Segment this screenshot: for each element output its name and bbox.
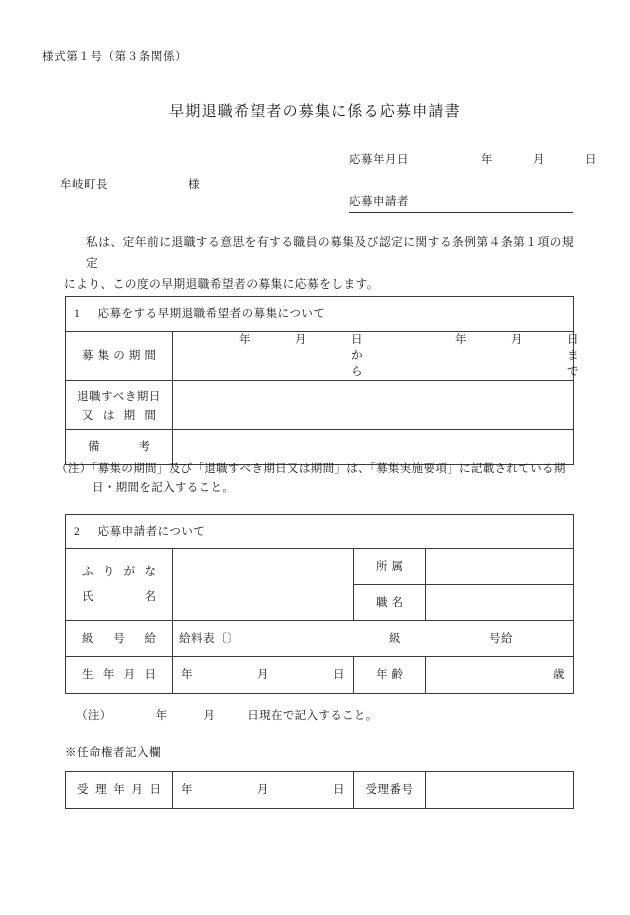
label-char: が xyxy=(123,566,136,578)
name-value-cell[interactable] xyxy=(173,549,354,621)
birthdate-value xyxy=(173,667,353,683)
addressee-line xyxy=(60,176,200,192)
table-row xyxy=(66,297,574,332)
period-end-year: 年 xyxy=(455,334,467,346)
label-char: 間 xyxy=(144,410,156,422)
table-row xyxy=(66,549,574,585)
label-char: は xyxy=(102,410,115,422)
section2-note-month: 月 xyxy=(203,710,216,722)
section2-heading-number: 2 xyxy=(74,525,81,538)
section1-heading-cell xyxy=(66,297,574,332)
table-row xyxy=(66,381,574,430)
affiliation-label xyxy=(354,559,425,575)
label-char: 職 xyxy=(376,596,388,609)
label-char: 期 xyxy=(128,350,141,362)
section2-heading-cell xyxy=(66,515,574,549)
label-char: 日 xyxy=(149,784,161,796)
table-row xyxy=(66,772,574,809)
recruit-period-value-cell[interactable] xyxy=(173,332,579,381)
position-value-cell[interactable] xyxy=(426,585,574,621)
section1-note-line1: （注）「募集の期間」及び「退職すべき期日又は期間」は、「募集実施要項」に記載されている期 xyxy=(56,463,566,475)
appointer-section-heading: ※任命権者記入欄 xyxy=(65,747,161,759)
label-char: 募 xyxy=(82,350,94,362)
page-title: 早期退職希望者の募集に係る応募申請書 xyxy=(169,104,461,120)
label-char: 間 xyxy=(144,350,156,362)
affiliation-value-cell[interactable] xyxy=(426,549,574,585)
receipt-date-label-cell xyxy=(66,772,173,809)
label-char: 級 xyxy=(82,632,94,645)
section2-note-suffix: 日現在で記入すること。 xyxy=(247,710,378,722)
label-char: な xyxy=(144,566,156,578)
grade-unit: 級 xyxy=(389,632,401,645)
retirement-date-value-cell[interactable] xyxy=(173,381,574,430)
label-char: 理 xyxy=(95,784,107,796)
table-row xyxy=(66,621,574,657)
label-char: の xyxy=(113,350,125,362)
section2-note-prefix: （注） xyxy=(76,710,112,722)
section2-note-year: 年 xyxy=(155,710,168,722)
application-date-label: 応募年月日 xyxy=(349,154,409,166)
label-char: 名 xyxy=(391,596,403,609)
recruit-period-label xyxy=(66,348,172,364)
grade-label-cell xyxy=(66,621,173,657)
application-date-month: 月 xyxy=(533,154,545,166)
table-row xyxy=(66,332,574,381)
applicant-signature-field[interactable]: 応募申請者 xyxy=(349,193,573,213)
form-number: 様式第１号（第３条関係） xyxy=(42,51,188,63)
period-start-day: 日から xyxy=(351,334,363,378)
section2-heading-text: 応募申請者について xyxy=(97,525,206,538)
label-char: 備 xyxy=(88,441,100,453)
section2-table xyxy=(65,514,574,694)
name-label xyxy=(66,589,172,605)
position-label-cell xyxy=(354,585,426,621)
body-paragraph xyxy=(64,232,574,295)
age-value-cell[interactable]: 歳 xyxy=(426,657,574,694)
label-char: 年 xyxy=(113,784,125,796)
label-char: 受 xyxy=(77,784,89,796)
label-char: 集 xyxy=(97,350,110,362)
recruit-period-value xyxy=(173,332,579,380)
label-char: 号 xyxy=(113,632,125,645)
birthdate-label-cell xyxy=(66,657,173,694)
receipt-date-label xyxy=(66,782,172,798)
label-char: 年 xyxy=(102,669,115,681)
furigana-label xyxy=(66,564,172,580)
receipt-number-value-cell[interactable] xyxy=(426,772,574,809)
addressee-honorific: 様 xyxy=(188,179,200,191)
body-line-1: 私は、定年前に退職する意思を有する職員の募集及び認定に関する条例第４条第１項の規定 xyxy=(86,235,574,270)
remarks-label xyxy=(66,439,172,455)
retirement-date-label-line1: 退職すべき期日 xyxy=(77,391,161,403)
section1-heading-text: 応募をする早期退職希望者の募集について xyxy=(97,308,326,320)
section3-table xyxy=(65,771,574,809)
label-char: 給 xyxy=(144,632,156,645)
section2-note xyxy=(76,707,378,726)
application-date-day: 日 xyxy=(585,154,597,166)
recruit-period-label-cell xyxy=(66,332,173,381)
salary-table-label: 給料表〔 xyxy=(179,632,227,645)
receipt-number-label-cell: 受理番号 xyxy=(354,772,426,809)
table-row xyxy=(66,515,574,549)
period-start-year: 年 xyxy=(239,334,251,346)
label-char: 属 xyxy=(391,560,403,573)
grade-value xyxy=(173,631,573,647)
retirement-date-label-cell xyxy=(66,381,173,430)
receipt-day: 日 xyxy=(333,784,345,796)
grade-number-unit: 号給 xyxy=(489,632,513,645)
section1-table xyxy=(65,296,579,465)
label-char: 氏 xyxy=(82,591,94,603)
section1-note-line2: 日・期間を記入すること。 xyxy=(92,482,235,494)
birth-month: 月 xyxy=(257,669,269,681)
grade-label xyxy=(66,631,172,647)
label-char: 齢 xyxy=(391,669,403,681)
receipt-date-value-cell[interactable] xyxy=(173,772,354,809)
age-label-cell xyxy=(354,657,426,694)
period-start-month: 月 xyxy=(295,334,307,346)
name-label-cell xyxy=(66,549,173,621)
section1-note xyxy=(56,460,576,498)
salary-table-bracket-close: 〕 xyxy=(227,632,239,645)
label-char: 月 xyxy=(123,669,136,681)
birth-day: 日 xyxy=(333,669,345,681)
birthdate-value-cell[interactable] xyxy=(173,657,354,694)
label-char: 又 xyxy=(82,410,94,422)
label-char: 考 xyxy=(138,441,150,453)
period-end-month: 月 xyxy=(511,334,523,346)
label-char: 年 xyxy=(376,669,388,681)
label-char: 期 xyxy=(123,410,136,422)
label-char: 月 xyxy=(131,784,143,796)
label-char: 名 xyxy=(144,591,156,603)
receipt-year: 年 xyxy=(181,784,193,796)
body-line-2: により、この度の早期退職希望者の募集に応募をします。 xyxy=(64,277,379,291)
receipt-date-value xyxy=(173,782,353,798)
addressee-name: 牟岐町長 xyxy=(60,179,108,191)
grade-value-cell[interactable] xyxy=(173,621,574,657)
birthdate-label xyxy=(66,667,172,683)
application-date-year: 年 xyxy=(481,154,493,166)
position-label xyxy=(354,595,425,611)
label-char: ふ xyxy=(82,566,94,578)
label-char: り xyxy=(102,566,115,578)
label-char: 生 xyxy=(82,669,94,681)
affiliation-label-cell xyxy=(354,549,426,585)
retirement-date-label-line2 xyxy=(66,408,172,424)
birth-year: 年 xyxy=(181,669,193,681)
receipt-month: 月 xyxy=(257,784,269,796)
application-date-line xyxy=(349,151,597,167)
period-end-day: 日まで xyxy=(567,334,579,378)
section1-heading-number: 1 xyxy=(74,308,81,320)
label-char: 日 xyxy=(144,669,156,681)
label-char: 所 xyxy=(376,560,388,573)
table-row xyxy=(66,657,574,694)
age-label xyxy=(354,667,425,683)
